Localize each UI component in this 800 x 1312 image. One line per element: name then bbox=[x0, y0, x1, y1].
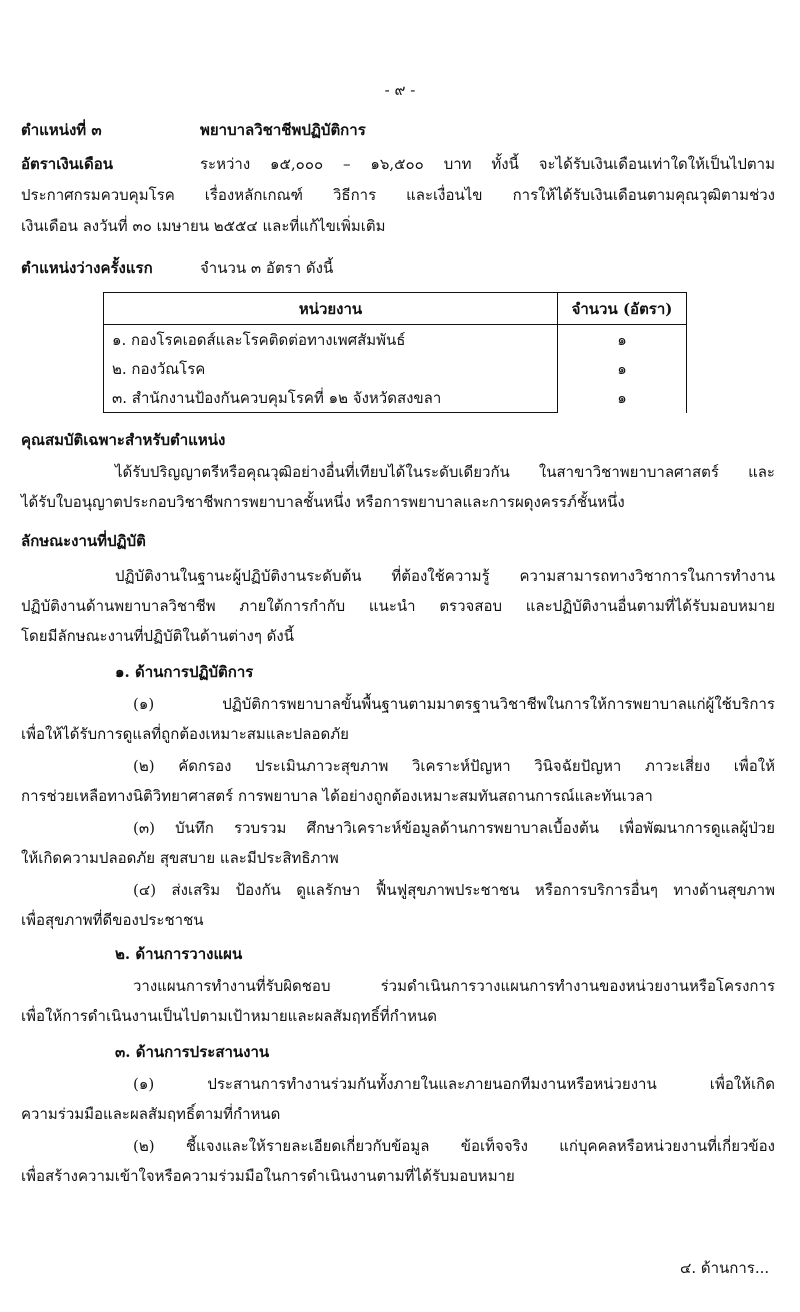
operations-item-4-line-1: (๔) ส่งเสริม ป้องกัน ดูแลรักษา ฟื้นฟูสุขภาพประชาชน หรือการบริการอื่นๆ ทางด้านสุขภาพ bbox=[133, 881, 775, 899]
continuation-text: ๔. ด้านการ... bbox=[680, 1259, 770, 1277]
vacancy-text: จำนวน ๓ อัตรา ดังนี้ bbox=[200, 259, 334, 277]
qualification-heading: คุณสมบัติเฉพาะสำหรับตำแหน่ง bbox=[21, 431, 226, 449]
table-row bbox=[104, 354, 687, 383]
section-planning-heading: ๒. ด้านการวางแผน bbox=[115, 945, 243, 963]
operations-item-1-line-1: (๑) ปฏิบัติการพยาบาลขั้นพื้นฐานตามมาตรฐานวิชาชีพในการให้การพยาบาลแก่ผู้ใช้บริการ bbox=[133, 695, 775, 713]
table-header-unit: หน่วยงาน bbox=[104, 293, 558, 325]
table-header-count: จำนวน (อัตรา) bbox=[558, 293, 687, 325]
operations-item-2-line-1: (๒) คัดกรอง ประเมินภาวะสุขภาพ วิเคราะห์ปัญหา วินิจฉัยปัญหา ภาวะเสี่ยง เพื่อให้ bbox=[133, 757, 775, 775]
table-header-row bbox=[104, 293, 687, 325]
vacancy-table bbox=[103, 292, 687, 413]
table-cell-count: ๑ bbox=[558, 325, 687, 355]
coordination-item-1-line-2: ความร่วมมือและผลสัมฤทธิ์ตามที่กำหนด bbox=[21, 1105, 281, 1123]
operations-item-3-line-2: ให้เกิดความปลอดภัย สุขสบาย และมีประสิทธิภาพ bbox=[21, 849, 339, 867]
table-cell-count: ๑ bbox=[558, 354, 687, 383]
coordination-item-1-line-1: (๑) ประสานการทำงานร่วมกันทั้งภายในและภายนอกทีมงานหรือหน่วยงาน เพื่อให้เกิด bbox=[133, 1075, 775, 1093]
page-number: - ๙ - bbox=[384, 81, 416, 99]
operations-item-3-line-1: (๓) บันทึก รวบรวม ศึกษาวิเคราะห์ข้อมูลด้านการพยาบาลเบื้องต้น เพื่อพัฒนาการดูแลผู้ป่วย bbox=[133, 819, 775, 837]
qualification-line-2: ได้รับใบอนุญาตประกอบวิชาชีพการพยาบาลชั้นหนึ่ง หรือการพยาบาลและการผดุงครรภ์ชั้นหนึ่ง bbox=[21, 493, 625, 511]
position-label: ตำแหน่งที่ ๓ bbox=[21, 121, 102, 139]
table-cell-unit: ๑. กองโรคเอดส์และโรคติดต่อทางเพศสัมพันธ์ bbox=[104, 325, 558, 355]
duties-heading: ลักษณะงานที่ปฏิบัติ bbox=[21, 532, 146, 550]
section-operations-heading: ๑. ด้านการปฏิบัติการ bbox=[115, 663, 254, 681]
table-cell-count: ๑ bbox=[558, 383, 687, 413]
position-title: พยาบาลวิชาชีพปฏิบัติการ bbox=[200, 121, 366, 139]
planning-line-2: เพื่อให้การดำเนินงานเป็นไปตามเป้าหมายและผลสัมฤทธิ์ที่กำหนด bbox=[21, 1007, 438, 1025]
salary-line-2: ประกาศกรมควบคุมโรค เรื่องหลักเกณฑ์ วิธีการ และเงื่อนไข การให้ได้รับเงินเดือนตามคุณวุฒิตามช่วง bbox=[21, 186, 775, 204]
planning-line-1: วางแผนการทำงานที่รับผิดชอบ ร่วมดำเนินการวางแผนการทำงานของหน่วยงานหรือโครงการ bbox=[133, 977, 775, 995]
section-coordination-heading: ๓. ด้านการประสานงาน bbox=[115, 1043, 270, 1061]
table-row bbox=[104, 383, 687, 413]
operations-item-2-line-2: การช่วยเหลือทางนิติวิทยาศาสตร์ การพยาบาล ได้อย่างถูกต้องเหมาะสมทันสถานการณ์และทันเวลา bbox=[21, 787, 653, 805]
salary-line-1: ระหว่าง ๑๕,๐๐๐ – ๑๖,๕๐๐ บาท ทั้งนี้ จะได้รับเงินเดือนเท่าใดให้เป็นไปตาม bbox=[200, 155, 775, 173]
duties-line-2: ปฏิบัติงานด้านพยาบาลวิชาชีพ ภายใต้การกำกับ แนะนำ ตรวจสอบ และปฏิบัติงานอื่นตามที่ได้รับมอบหมาย bbox=[21, 597, 775, 615]
vacancy-label: ตำแหน่งว่างครั้งแรก bbox=[21, 259, 153, 277]
coordination-item-2-line-1: (๒) ชี้แจงและให้รายละเอียดเกี่ยวกับข้อมูล ข้อเท็จจริง แก่บุคคลหรือหน่วยงานที่เกี่ยวข้อง bbox=[133, 1137, 775, 1155]
duties-line-3: โดยมีลักษณะงานที่ปฏิบัติในด้านต่างๆ ดังนี้ bbox=[21, 627, 294, 645]
salary-label: อัตราเงินเดือน bbox=[21, 155, 114, 173]
qualification-line-1: ได้รับปริญญาตรีหรือคุณวุฒิอย่างอื่นที่เทียบได้ในระดับเดียวกัน ในสาขาวิชาพยาบาลศาสตร์ และ bbox=[115, 463, 775, 481]
operations-item-1-line-2: เพื่อให้ได้รับการดูแลที่ถูกต้องเหมาะสมและปลอดภัย bbox=[21, 725, 349, 743]
table-cell-unit: ๒. กองวัณโรค bbox=[104, 354, 558, 383]
operations-item-4-line-2: เพื่อสุขภาพที่ดีของประชาชน bbox=[21, 911, 204, 929]
table-cell-unit: ๓. สำนักงานป้องกันควบคุมโรคที่ ๑๒ จังหวัดสงขลา bbox=[104, 383, 558, 413]
table-row bbox=[104, 325, 687, 355]
salary-line-3: เงินเดือน ลงวันที่ ๓๐ เมษายน ๒๕๕๔ และที่แก้ไขเพิ่มเติม bbox=[21, 217, 386, 235]
duties-line-1: ปฏิบัติงานในฐานะผู้ปฏิบัติงานระดับต้น ที่ต้องใช้ความรู้ ความสามารถทางวิชาการในการทำงาน bbox=[115, 567, 775, 585]
coordination-item-2-line-2: เพื่อสร้างความเข้าใจหรือความร่วมมือในการดำเนินงานตามที่ได้รับมอบหมาย bbox=[21, 1167, 515, 1185]
